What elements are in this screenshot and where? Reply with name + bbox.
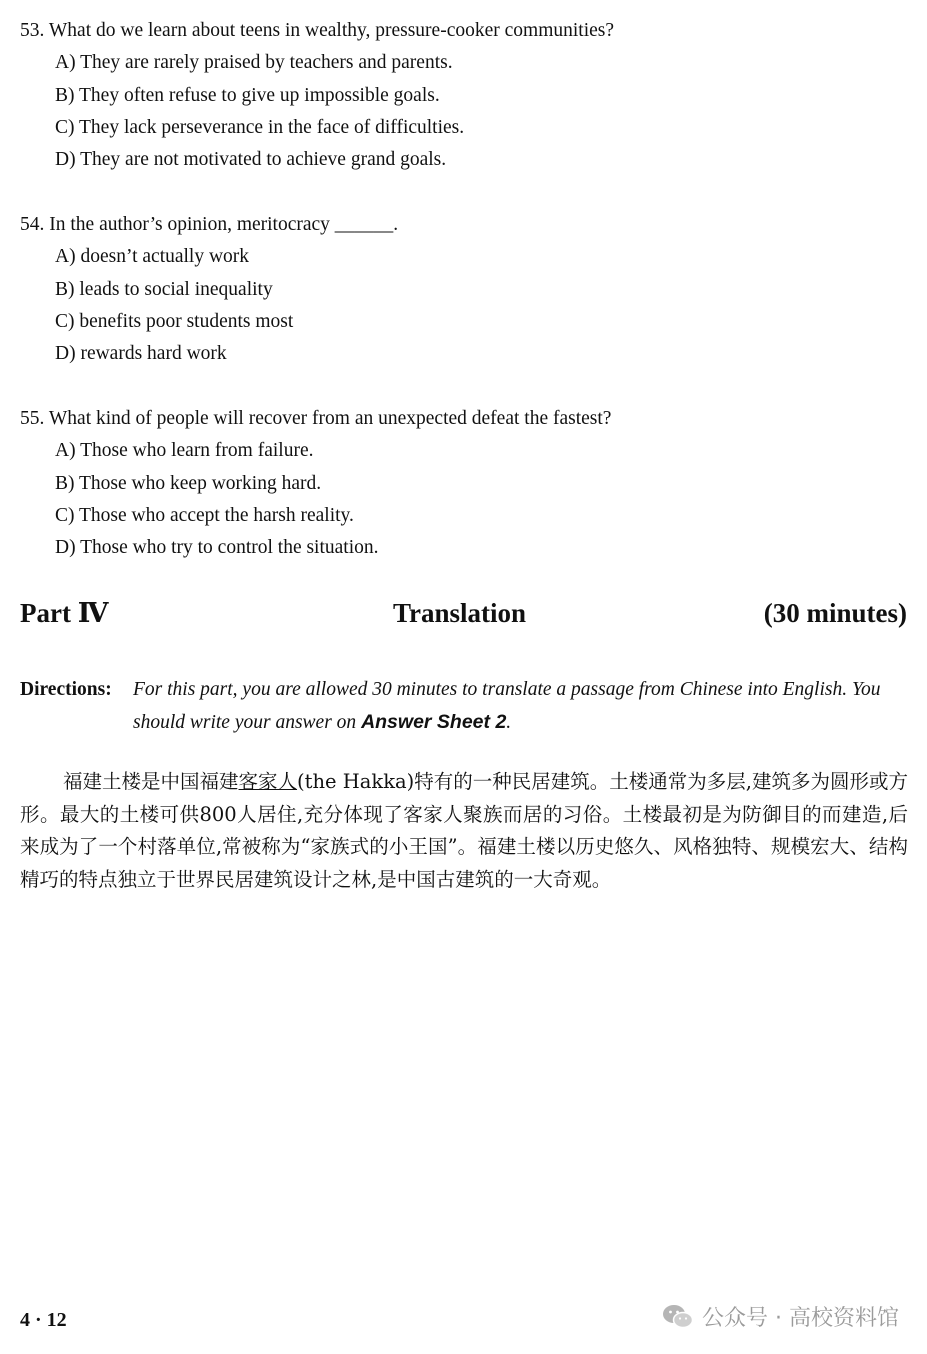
option-b: B) leads to social inequality [55,278,273,300]
passage-text-1: 福建土楼是中国福建 [63,770,239,793]
question-stem: 54. In the author’s opinion, meritocracy ______. [20,214,399,235]
watermark-text: 公众号 · 高校资料馆 [702,1306,899,1331]
option-a: A) Those who learn from failure. [55,440,314,462]
passage-text-2: (the Hakka)特有的一种民居建筑。土楼通常为多层,建筑多为圆形或方形。最大的土楼可供800人居住,充分体现了客家人聚族而居的习俗。土楼最初是为防御目的而建造,后来成为了一个村落单位,常被称为“家族式的小王国”。福建土楼以历史悠久、风格独特、规模宏大、结构精巧的特点独立于世界民居建筑设计之林,是中国古建筑的一大奇观。 [20,770,908,891]
option-b: B) They often refuse to give up impossible goals. [55,84,440,106]
directions-label: Directions: [20,679,112,700]
answer-sheet-label: Answer Sheet 2 [361,711,507,733]
passage-underlined-term: 客家人 [238,770,298,793]
wechat-icon [662,1303,694,1331]
question-stem: 53. What do we learn about teens in wealthy, pressure-cooker communities? [20,20,615,41]
option-b: B) Those who keep working hard. [55,472,322,494]
question-stem: 55. What kind of people will recover from an unexpected defeat the fastest? [20,408,612,429]
page-number: 4 · 12 [20,1309,67,1331]
option-d: D) They are not motivated to achieve grand goals. [55,149,447,171]
part-title: Translation [393,598,527,628]
directions-text [133,674,907,739]
option-d: D) Those who try to control the situation. [55,537,379,559]
option-d: D) rewards hard work [55,343,227,365]
question-53 [20,15,614,176]
directions-end: . [506,712,512,733]
part-heading [20,598,907,638]
option-c: C) Those who accept the harsh reality. [55,504,354,526]
directions [20,674,907,739]
question-55 [20,403,611,564]
part-number: Part Ⅳ [20,598,109,628]
option-c: C) They lack perseverance in the face of difficulties. [55,116,465,138]
option-a: A) doesn’t actually work [55,246,250,268]
translation-passage [20,766,908,896]
question-54 [20,209,398,370]
option-a: A) They are rarely praised by teachers and parents. [55,52,453,74]
option-c: C) benefits poor students most [55,310,294,332]
watermark [662,1301,899,1332]
directions-body: For this part, you are allowed 30 minutes to translate a passage from Chinese into English. You should write your answer on [133,679,881,733]
part-time: (30 minutes) [763,598,907,628]
